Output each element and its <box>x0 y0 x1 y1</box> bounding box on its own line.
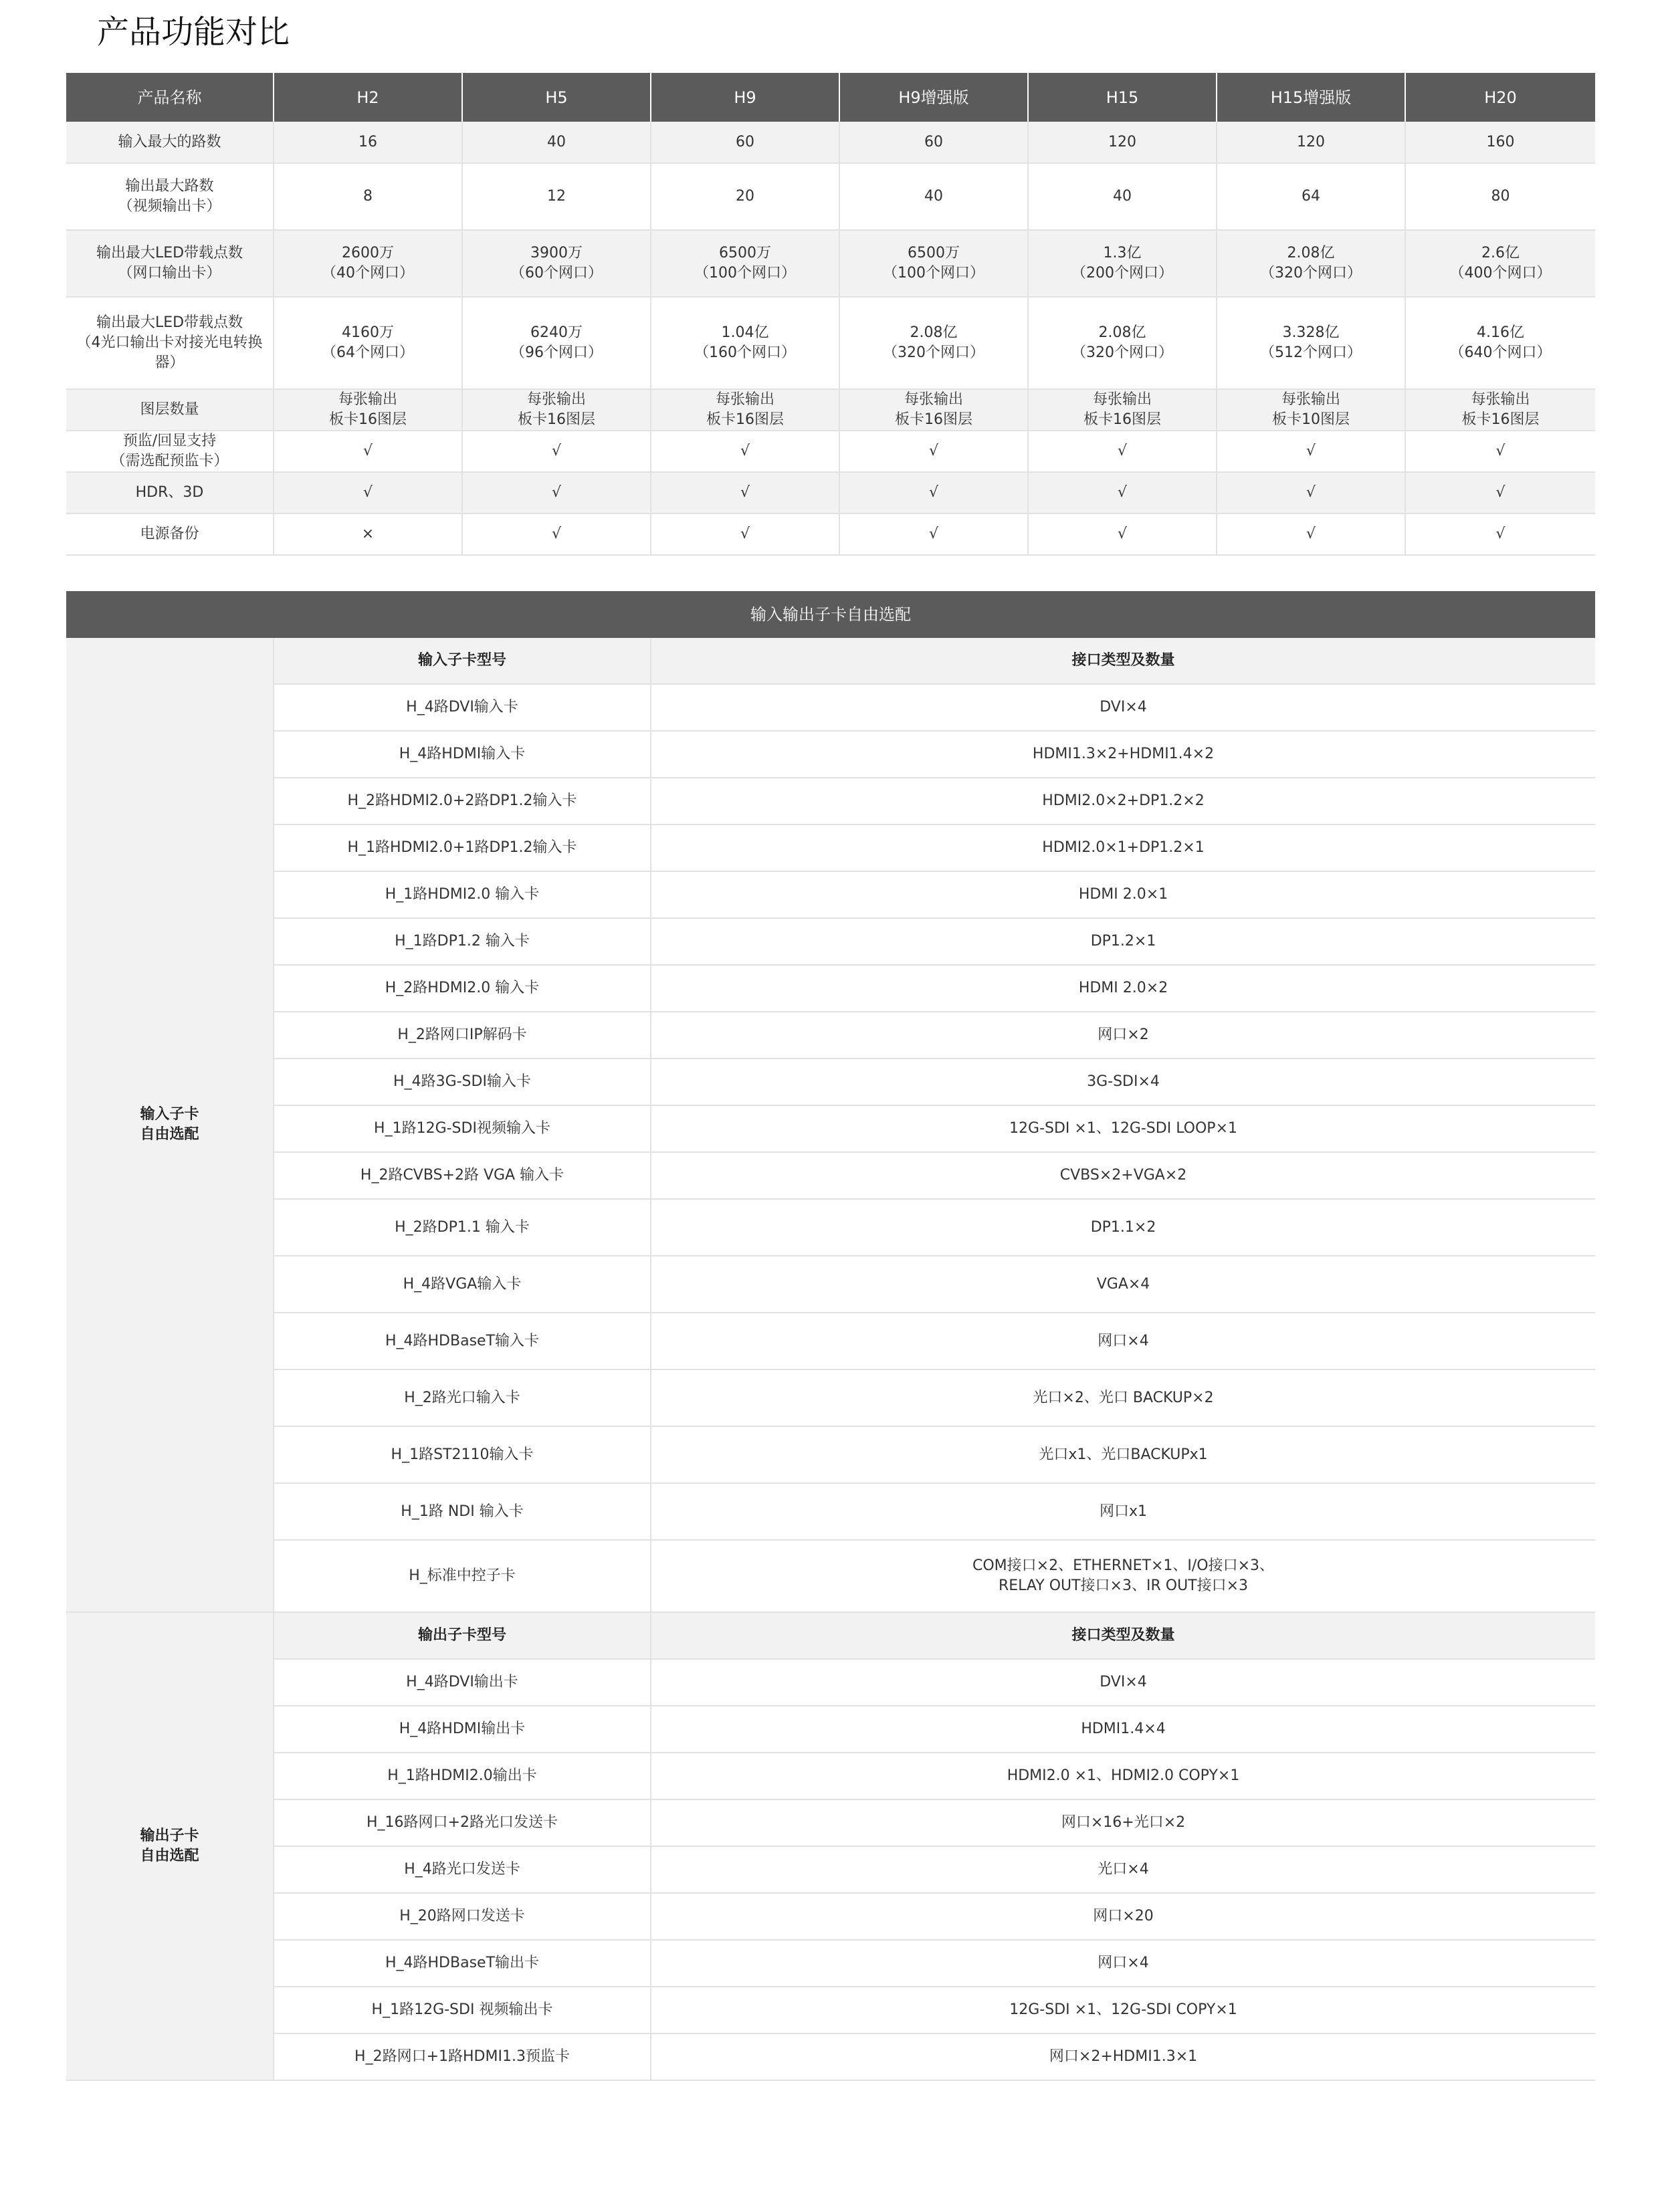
header-model-H15增强版: H15增强版 <box>1217 73 1405 122</box>
input-card-model: H_4路VGA输入卡 <box>274 1256 651 1313</box>
input-card-ports: DVI×4 <box>651 684 1595 731</box>
input-card-ports: 网口×2 <box>651 1012 1595 1059</box>
output-model-column-header: 输出子卡型号 <box>274 1612 651 1659</box>
output-card-row <box>66 1706 1595 1753</box>
input-card-ports: 3G-SDI×4 <box>651 1059 1595 1105</box>
header-model-H9增强版: H9增强版 <box>839 73 1028 122</box>
row-value: 每张输出 板卡16图层 <box>1028 389 1217 431</box>
row-value: √ <box>1217 472 1405 514</box>
input-card-row <box>66 1426 1595 1483</box>
row-value: √ <box>839 431 1028 472</box>
header-model-H5: H5 <box>462 73 651 122</box>
comparison-row <box>66 389 1595 431</box>
row-value: 8 <box>274 163 462 230</box>
input-card-row <box>66 1059 1595 1105</box>
row-value: 6500万 （100个网口） <box>839 230 1028 297</box>
input-ports-column-header: 接口类型及数量 <box>651 638 1595 684</box>
input-card-model: H_2路CVBS+2路 VGA 输入卡 <box>274 1152 651 1199</box>
row-value: × <box>274 514 462 555</box>
input-card-ports: 12G-SDI ×1、12G-SDI LOOP×1 <box>651 1105 1595 1152</box>
output-ports-column-header: 接口类型及数量 <box>651 1612 1595 1659</box>
input-card-model: H_1路DP1.2 输入卡 <box>274 918 651 965</box>
output-card-row <box>66 1753 1595 1799</box>
row-value: 每张输出 板卡16图层 <box>651 389 839 431</box>
comparison-row <box>66 514 1595 555</box>
output-subheader-row <box>66 1612 1595 1659</box>
output-card-model: H_4路HDMI输出卡 <box>274 1706 651 1753</box>
comparison-row <box>66 472 1595 514</box>
input-card-model: H_2路网口IP解码卡 <box>274 1012 651 1059</box>
input-card-ports: HDMI 2.0×1 <box>651 871 1595 918</box>
page-title: 产品功能对比 <box>97 13 290 51</box>
input-card-model: H_2路HDMI2.0+2路DP1.2输入卡 <box>274 778 651 824</box>
row-value: 40 <box>1028 163 1217 230</box>
card-banner-title: 输入输出子卡自由选配 <box>66 591 1595 638</box>
comparison-row <box>66 230 1595 297</box>
row-value: √ <box>1217 514 1405 555</box>
input-card-ports: HDMI2.0×2+DP1.2×2 <box>651 778 1595 824</box>
input-card-row <box>66 1152 1595 1199</box>
input-card-ports: HDMI2.0×1+DP1.2×1 <box>651 824 1595 871</box>
row-value: 160 <box>1405 122 1595 163</box>
row-value: 60 <box>839 122 1028 163</box>
row-value: 2.08亿 （320个网口） <box>839 297 1028 389</box>
row-value: √ <box>1405 472 1595 514</box>
input-card-model: H_1路HDMI2.0+1路DP1.2输入卡 <box>274 824 651 871</box>
row-value: 每张输出 板卡16图层 <box>274 389 462 431</box>
row-value: 80 <box>1405 163 1595 230</box>
card-selection-table <box>66 591 1595 2081</box>
output-card-model: H_1路HDMI2.0输出卡 <box>274 1753 651 1799</box>
row-value: 2.6亿 （400个网口） <box>1405 230 1595 297</box>
input-card-row <box>66 871 1595 918</box>
row-value: √ <box>1028 514 1217 555</box>
output-card-ports: 网口×20 <box>651 1893 1595 1940</box>
output-card-ports: HDMI1.4×4 <box>651 1706 1595 1753</box>
output-card-row <box>66 2033 1595 2080</box>
output-card-model: H_1路12G-SDI 视频输出卡 <box>274 1987 651 2033</box>
output-card-row <box>66 1659 1595 1706</box>
row-value: √ <box>462 431 651 472</box>
input-card-ports: DP1.1×2 <box>651 1199 1595 1256</box>
input-card-ports: HDMI 2.0×2 <box>651 965 1595 1012</box>
input-card-model: H_2路光口输入卡 <box>274 1369 651 1426</box>
comparison-header-row <box>66 73 1595 122</box>
input-card-model: H_1路HDMI2.0 输入卡 <box>274 871 651 918</box>
output-card-model: H_2路网口+1路HDMI1.3预监卡 <box>274 2033 651 2080</box>
row-label: 图层数量 <box>66 389 274 431</box>
row-value: 2600万 （40个网口） <box>274 230 462 297</box>
row-value: 4.16亿 （640个网口） <box>1405 297 1595 389</box>
row-value: 4160万 （64个网口） <box>274 297 462 389</box>
row-value: √ <box>274 472 462 514</box>
input-card-ports: VGA×4 <box>651 1256 1595 1313</box>
input-card-model: H_4路3G-SDI输入卡 <box>274 1059 651 1105</box>
row-value: 每张输出 板卡16图层 <box>839 389 1028 431</box>
input-card-model: H_标准中控子卡 <box>274 1540 651 1612</box>
input-card-row <box>66 965 1595 1012</box>
comparison-row <box>66 163 1595 230</box>
input-card-ports: COM接口×2、ETHERNET×1、I/O接口×3、 RELAY OUT接口×3、IR OUT接口×3 <box>651 1540 1595 1612</box>
row-value: √ <box>274 431 462 472</box>
row-label: 输出最大路数 （视频输出卡） <box>66 163 274 230</box>
output-card-ports: 网口×2+HDMI1.3×1 <box>651 2033 1595 2080</box>
input-card-ports: 光口x1、光口BACKUPx1 <box>651 1426 1595 1483</box>
output-card-model: H_20路网口发送卡 <box>274 1893 651 1940</box>
input-card-row <box>66 1313 1595 1369</box>
input-card-row <box>66 778 1595 824</box>
row-value: 120 <box>1217 122 1405 163</box>
input-card-row <box>66 1105 1595 1152</box>
input-card-model: H_2路DP1.1 输入卡 <box>274 1199 651 1256</box>
input-card-model: H_4路HDMI输入卡 <box>274 731 651 778</box>
row-value: √ <box>462 514 651 555</box>
row-value: 2.08亿 （320个网口） <box>1028 297 1217 389</box>
input-card-ports: HDMI1.3×2+HDMI1.4×2 <box>651 731 1595 778</box>
row-value: 6240万 （96个网口） <box>462 297 651 389</box>
row-value: √ <box>1405 514 1595 555</box>
input-card-row <box>66 1199 1595 1256</box>
row-label: HDR、3D <box>66 472 274 514</box>
input-card-row <box>66 918 1595 965</box>
input-card-ports: CVBS×2+VGA×2 <box>651 1152 1595 1199</box>
row-value: 1.3亿 （200个网口） <box>1028 230 1217 297</box>
input-card-ports: 网口x1 <box>651 1483 1595 1540</box>
output-card-row <box>66 1940 1595 1987</box>
input-card-row <box>66 1012 1595 1059</box>
output-card-row <box>66 1846 1595 1893</box>
row-value: √ <box>1028 472 1217 514</box>
input-card-row <box>66 731 1595 778</box>
output-card-model: H_4路DVI输出卡 <box>274 1659 651 1706</box>
row-value: 60 <box>651 122 839 163</box>
row-value: √ <box>651 472 839 514</box>
input-card-ports: 光口×2、光口 BACKUP×2 <box>651 1369 1595 1426</box>
row-value: 3.328亿 （512个网口） <box>1217 297 1405 389</box>
row-value: √ <box>839 472 1028 514</box>
comparison-row <box>66 297 1595 389</box>
comparison-row <box>66 431 1595 472</box>
input-card-model: H_1路ST2110输入卡 <box>274 1426 651 1483</box>
input-card-row <box>66 1369 1595 1426</box>
row-value: 40 <box>839 163 1028 230</box>
row-label: 输入最大的路数 <box>66 122 274 163</box>
row-label: 电源备份 <box>66 514 274 555</box>
input-group-label: 输入子卡 自由选配 <box>66 638 274 1612</box>
row-value: 40 <box>462 122 651 163</box>
row-label: 预监/回显支持 （需选配预监卡） <box>66 431 274 472</box>
row-value: √ <box>1028 431 1217 472</box>
input-subheader-row <box>66 638 1595 684</box>
header-model-H20: H20 <box>1405 73 1595 122</box>
row-value: √ <box>839 514 1028 555</box>
row-value: 每张输出 板卡16图层 <box>462 389 651 431</box>
row-label: 输出最大LED带载点数 （网口输出卡） <box>66 230 274 297</box>
output-card-model: H_16路网口+2路光口发送卡 <box>274 1799 651 1846</box>
output-group-label: 输出子卡 自由选配 <box>66 1612 274 2080</box>
input-card-model: H_2路HDMI2.0 输入卡 <box>274 965 651 1012</box>
row-value: 16 <box>274 122 462 163</box>
row-value: √ <box>462 472 651 514</box>
output-card-ports: DVI×4 <box>651 1659 1595 1706</box>
header-model-H9: H9 <box>651 73 839 122</box>
row-value: 120 <box>1028 122 1217 163</box>
output-card-ports: HDMI2.0 ×1、HDMI2.0 COPY×1 <box>651 1753 1595 1799</box>
output-card-ports: 12G-SDI ×1、12G-SDI COPY×1 <box>651 1987 1595 2033</box>
output-card-row <box>66 1987 1595 2033</box>
output-card-row <box>66 1893 1595 1940</box>
card-banner-row <box>66 591 1595 638</box>
row-value: 每张输出 板卡10图层 <box>1217 389 1405 431</box>
row-label: 输出最大LED带载点数 （4光口输出卡对接光电转换 器） <box>66 297 274 389</box>
input-card-ports: DP1.2×1 <box>651 918 1595 965</box>
header-model-H2: H2 <box>274 73 462 122</box>
input-card-model: H_4路DVI输入卡 <box>274 684 651 731</box>
output-card-model: H_4路光口发送卡 <box>274 1846 651 1893</box>
row-value: √ <box>651 431 839 472</box>
input-card-row <box>66 824 1595 871</box>
row-value: √ <box>1405 431 1595 472</box>
output-card-ports: 光口×4 <box>651 1846 1595 1893</box>
row-value: 3900万 （60个网口） <box>462 230 651 297</box>
output-card-ports: 网口×16+光口×2 <box>651 1799 1595 1846</box>
output-card-ports: 网口×4 <box>651 1940 1595 1987</box>
input-card-row <box>66 1540 1595 1612</box>
header-product-name: 产品名称 <box>66 73 274 122</box>
row-value: 6500万 （100个网口） <box>651 230 839 297</box>
row-value: 1.04亿 （160个网口） <box>651 297 839 389</box>
input-card-row <box>66 684 1595 731</box>
row-value: 20 <box>651 163 839 230</box>
comparison-row <box>66 122 1595 163</box>
row-value: √ <box>651 514 839 555</box>
input-card-row <box>66 1483 1595 1540</box>
header-model-H15: H15 <box>1028 73 1217 122</box>
row-value: √ <box>1217 431 1405 472</box>
input-card-row <box>66 1256 1595 1313</box>
row-value: 64 <box>1217 163 1405 230</box>
row-value: 每张输出 板卡16图层 <box>1405 389 1595 431</box>
product-comparison-table <box>66 73 1595 556</box>
row-value: 12 <box>462 163 651 230</box>
input-card-model: H_4路HDBaseT输入卡 <box>274 1313 651 1369</box>
input-card-ports: 网口×4 <box>651 1313 1595 1369</box>
input-card-model: H_1路 NDI 输入卡 <box>274 1483 651 1540</box>
output-card-row <box>66 1799 1595 1846</box>
output-card-model: H_4路HDBaseT输出卡 <box>274 1940 651 1987</box>
input-card-model: H_1路12G-SDI视频输入卡 <box>274 1105 651 1152</box>
row-value: 2.08亿 （320个网口） <box>1217 230 1405 297</box>
input-model-column-header: 输入子卡型号 <box>274 638 651 684</box>
